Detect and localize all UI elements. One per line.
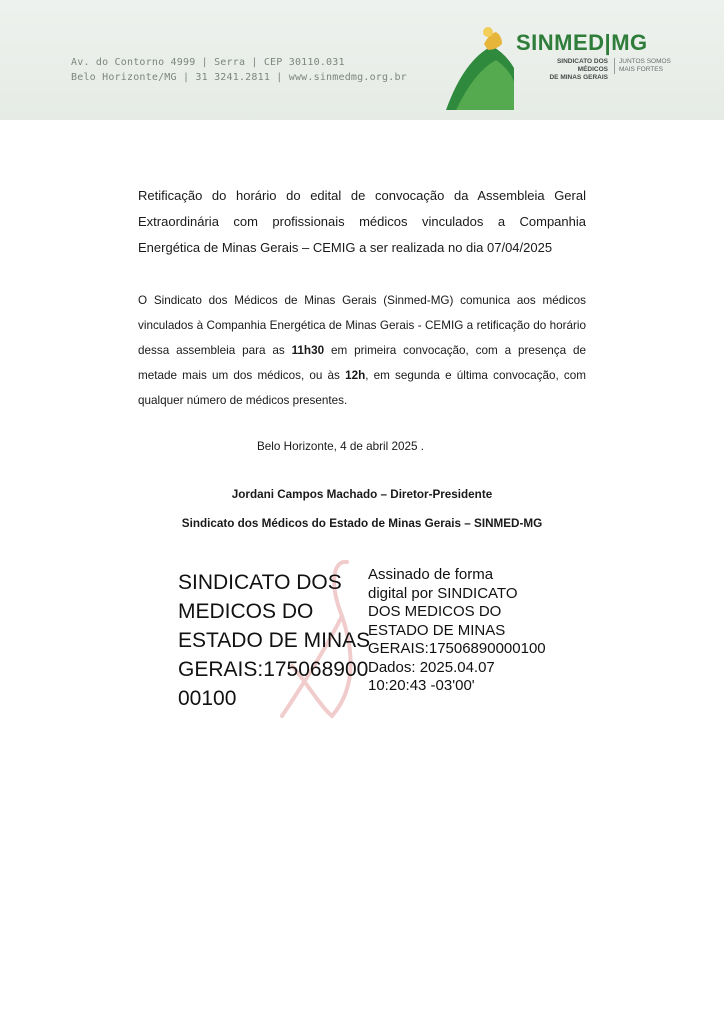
- body-part-2: em primeira convocação, com a presença de metade mais um dos médicos, ou às: [138, 344, 586, 382]
- body-part-3: , em segunda e última convocação, com qualquer número de médicos presentes.: [138, 369, 586, 407]
- signature-right-line: digital por SINDICATO: [368, 584, 518, 602]
- logo-sub-right-2: MAIS FORTES: [619, 66, 663, 73]
- logo-name: SINMED|MG: [516, 30, 648, 55]
- logo-subtitle-left: [526, 58, 608, 82]
- logo-sub-left-2: DE MINAS GERAIS: [549, 74, 608, 81]
- signature-left-line: GERAIS:175068900: [178, 658, 369, 681]
- signature-left-line: 00100: [178, 687, 237, 710]
- signature-right-line: 10:20:43 -03'00': [368, 677, 475, 694]
- signature-right-line: Dados: 2025.04.07: [368, 658, 495, 676]
- signer-name: Jordani Campos Machado – Diretor-Presidente: [231, 488, 493, 501]
- logo-sub-left-1: SINDICATO DOS MÉDICOS: [556, 58, 608, 73]
- letterhead-address: [71, 55, 407, 85]
- body-part-1: O Sindicato dos Médicos de Minas Gerais (Sinmed-MG) comunica aos médicos vinculados à Companhia Energética de Minas Gerais - CEMIG a retificação do horário dessa assembleia para as: [138, 294, 586, 357]
- signature-details-block: [368, 566, 546, 696]
- first-call-time: 11h30: [291, 344, 325, 357]
- signature-right-line: Assinado de forma: [368, 566, 494, 583]
- date-line: Belo Horizonte, 4 de abril 2025 .: [257, 440, 424, 453]
- logo-sub-right-1: JUNTOS SOMOS: [619, 58, 671, 65]
- signature-left-line: ESTADO DE MINAS: [178, 629, 371, 652]
- signature-left-line: SINDICATO DOS: [178, 571, 342, 594]
- signature-signer-block: [178, 568, 370, 713]
- document-body: [138, 288, 586, 413]
- organization-name: Sindicato dos Médicos do Estado de Minas Gerais – SINMED-MG: [181, 517, 543, 530]
- signature-left-line: MEDICOS DO: [178, 600, 314, 623]
- signature-right-line: DOS MEDICOS DO: [368, 603, 502, 620]
- address-line-1: Av. do Contorno 4999 | Serra | CEP 30110.031: [71, 57, 345, 68]
- signature-right-line: ESTADO DE MINAS: [368, 621, 506, 639]
- document-title: Retificação do horário do edital de convocação da Assembleia Geral Extraordinária com profissionais médicos vinculados a Companhia Energética de Minas Gerais – CEMIG a ser realizada no dia 07/04/2025: [138, 188, 586, 255]
- signature-right-line: GERAIS:17506890000100: [368, 640, 546, 657]
- second-call-time: 12h: [345, 369, 366, 382]
- logo-subtitle-right: [614, 58, 671, 74]
- address-line-2: Belo Horizonte/MG | 31 3241.2811 | www.sinmedmg.org.br: [71, 72, 407, 83]
